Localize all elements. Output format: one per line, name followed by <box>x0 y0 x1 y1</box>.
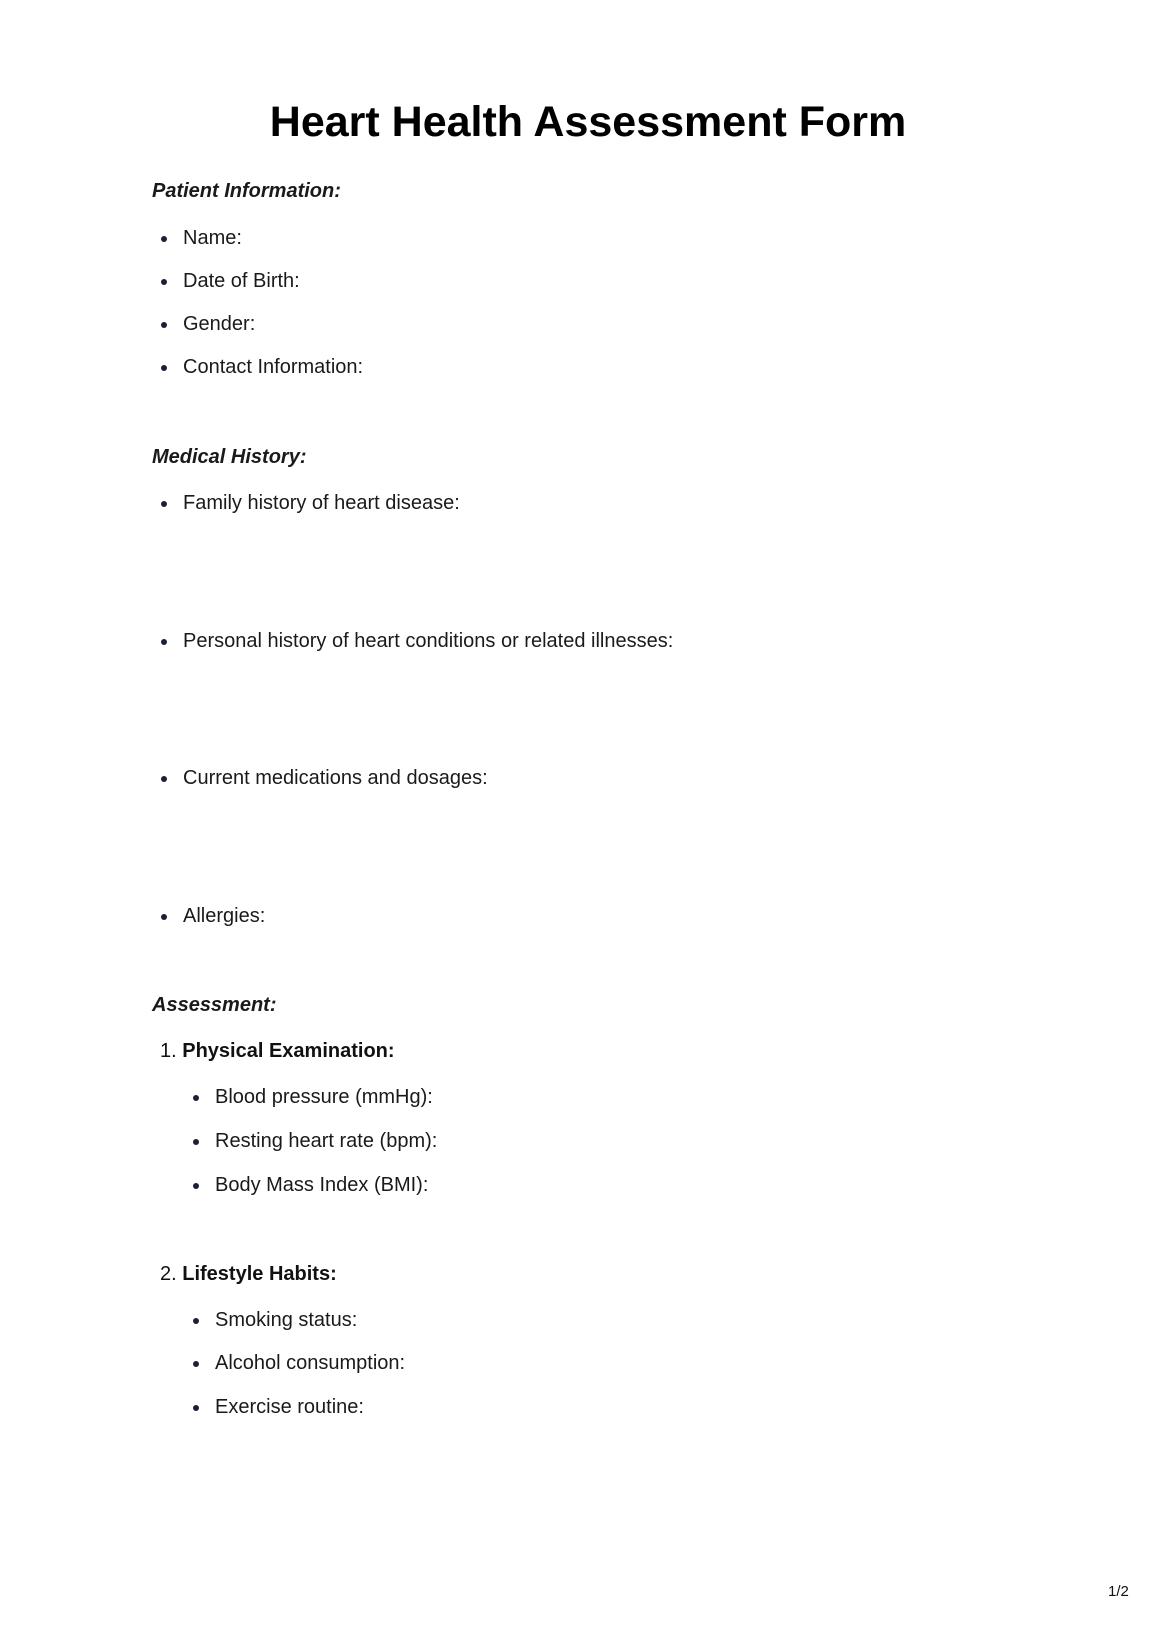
field-label: Exercise routine: <box>215 1396 364 1418</box>
list-item <box>183 270 300 293</box>
bullet-icon <box>161 914 167 920</box>
list-item <box>183 313 255 336</box>
section-heading-medical-history: Medical History: <box>152 446 307 468</box>
field-label: Current medications and dosages: <box>183 767 488 789</box>
list-item <box>215 1396 364 1419</box>
field-label: Resting heart rate (bpm): <box>215 1130 438 1152</box>
bullet-icon <box>161 501 167 507</box>
bullet-icon <box>193 1183 199 1189</box>
section-heading-patient-information: Patient Information: <box>152 180 341 202</box>
numbered-item-lifestyle-habits <box>160 1263 337 1286</box>
bullet-icon <box>193 1361 199 1367</box>
bullet-icon <box>161 639 167 645</box>
bullet-icon <box>193 1405 199 1411</box>
bullet-icon <box>193 1318 199 1324</box>
page-title: Heart Health Assessment Form <box>269 98 907 146</box>
field-label: Personal history of heart conditions or related illnesses: <box>183 630 674 652</box>
list-item <box>183 492 460 515</box>
list-item <box>215 1174 428 1197</box>
field-label: Body Mass Index (BMI): <box>215 1174 429 1196</box>
item-number: 2. <box>160 1263 177 1285</box>
page-number: 1/2 <box>1108 1583 1129 1600</box>
section-heading-assessment: Assessment: <box>152 994 277 1016</box>
bullet-icon <box>161 322 167 328</box>
field-label: Blood pressure (mmHg): <box>215 1086 433 1108</box>
field-label: Alcohol consumption: <box>215 1352 406 1374</box>
item-number: 1. <box>160 1040 177 1062</box>
list-item <box>215 1352 405 1375</box>
field-label: Contact Information: <box>183 356 364 378</box>
list-item <box>215 1130 437 1153</box>
bullet-icon <box>161 776 167 782</box>
field-label: Smoking status: <box>215 1309 358 1331</box>
bullet-icon <box>161 279 167 285</box>
field-label: Date of Birth: <box>183 270 300 292</box>
numbered-item-physical-examination <box>160 1040 395 1063</box>
list-item <box>183 630 673 653</box>
list-item <box>215 1086 433 1109</box>
list-item <box>183 356 363 379</box>
field-label: Gender: <box>183 313 256 335</box>
item-title: Physical Examination: <box>182 1040 395 1062</box>
field-label: Family history of heart disease: <box>183 492 460 514</box>
field-label: Name: <box>183 227 242 249</box>
bullet-icon <box>193 1095 199 1101</box>
bullet-icon <box>161 236 167 242</box>
field-label: Allergies: <box>183 905 266 927</box>
list-item <box>183 905 265 928</box>
bullet-icon <box>161 365 167 371</box>
list-item <box>183 227 242 250</box>
list-item <box>183 767 488 790</box>
bullet-icon <box>193 1139 199 1145</box>
list-item <box>215 1309 357 1332</box>
item-title: Lifestyle Habits: <box>182 1263 337 1285</box>
